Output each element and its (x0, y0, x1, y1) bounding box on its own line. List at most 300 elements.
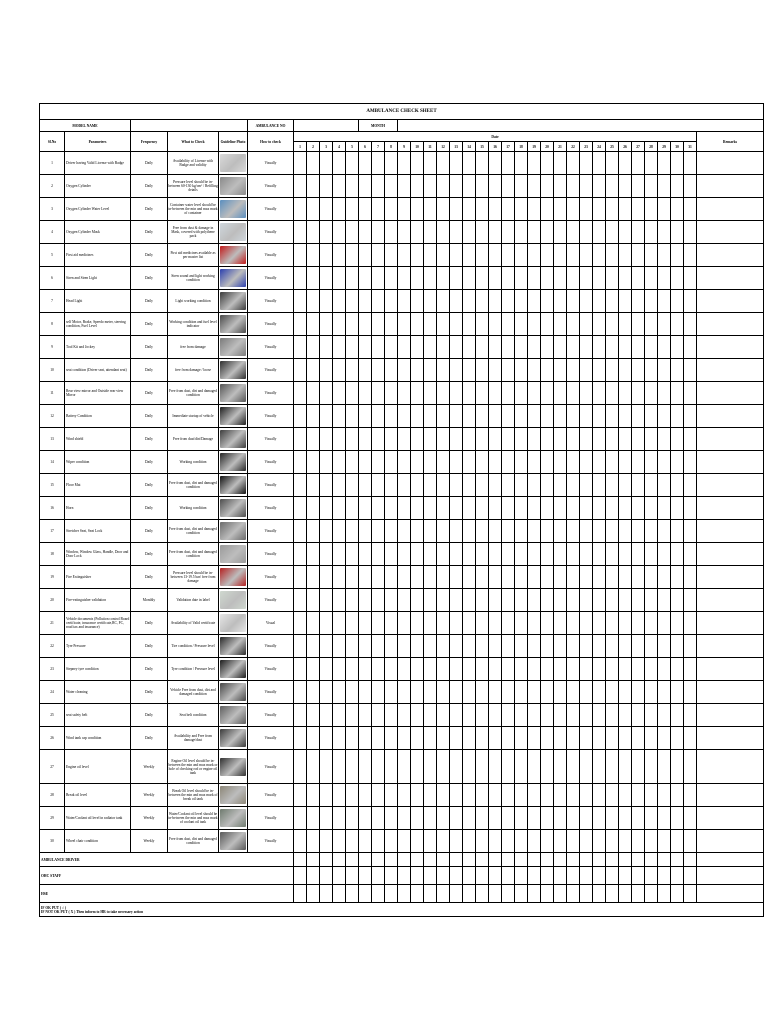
day-check-cell[interactable] (554, 497, 567, 520)
day-check-cell[interactable] (385, 175, 398, 198)
day-check-cell[interactable] (502, 784, 515, 807)
day-check-cell[interactable] (307, 244, 320, 267)
day-check-cell[interactable] (333, 152, 346, 175)
day-check-cell[interactable] (606, 658, 619, 681)
signature-cell[interactable] (333, 885, 346, 903)
day-check-cell[interactable] (424, 405, 437, 428)
day-check-cell[interactable] (294, 635, 307, 658)
day-check-cell[interactable] (619, 451, 632, 474)
day-check-cell[interactable] (372, 612, 385, 635)
signature-cell[interactable] (619, 867, 632, 885)
day-check-cell[interactable] (307, 830, 320, 853)
signature-cell[interactable] (463, 867, 476, 885)
day-check-cell[interactable] (398, 451, 411, 474)
day-check-cell[interactable] (541, 175, 554, 198)
signature-cell[interactable] (320, 885, 333, 903)
day-check-cell[interactable] (385, 497, 398, 520)
day-check-cell[interactable] (320, 198, 333, 221)
day-check-cell[interactable] (450, 612, 463, 635)
day-check-cell[interactable] (528, 359, 541, 382)
day-check-cell[interactable] (658, 474, 671, 497)
day-check-cell[interactable] (294, 750, 307, 784)
signature-remarks-cell[interactable] (697, 867, 764, 885)
day-check-cell[interactable] (567, 635, 580, 658)
day-check-cell[interactable] (567, 727, 580, 750)
day-check-cell[interactable] (619, 290, 632, 313)
day-check-cell[interactable] (489, 612, 502, 635)
day-check-cell[interactable] (398, 784, 411, 807)
day-check-cell[interactable] (463, 405, 476, 428)
day-check-cell[interactable] (606, 451, 619, 474)
day-check-cell[interactable] (593, 589, 606, 612)
day-check-cell[interactable] (541, 405, 554, 428)
day-check-cell[interactable] (632, 428, 645, 451)
day-check-cell[interactable] (346, 451, 359, 474)
day-check-cell[interactable] (346, 784, 359, 807)
day-check-cell[interactable] (632, 727, 645, 750)
day-check-cell[interactable] (372, 830, 385, 853)
day-check-cell[interactable] (398, 830, 411, 853)
day-check-cell[interactable] (515, 681, 528, 704)
day-check-cell[interactable] (411, 405, 424, 428)
day-check-cell[interactable] (515, 267, 528, 290)
day-check-cell[interactable] (476, 428, 489, 451)
signature-cell[interactable] (359, 885, 372, 903)
day-check-cell[interactable] (632, 750, 645, 784)
day-check-cell[interactable] (320, 405, 333, 428)
day-check-cell[interactable] (359, 807, 372, 830)
day-check-cell[interactable] (645, 497, 658, 520)
day-check-cell[interactable] (554, 520, 567, 543)
day-check-cell[interactable] (528, 727, 541, 750)
day-check-cell[interactable] (372, 405, 385, 428)
day-check-cell[interactable] (619, 807, 632, 830)
row-remarks-cell[interactable] (697, 830, 764, 853)
day-check-cell[interactable] (515, 152, 528, 175)
day-check-cell[interactable] (463, 784, 476, 807)
day-check-cell[interactable] (645, 807, 658, 830)
day-check-cell[interactable] (424, 658, 437, 681)
day-check-cell[interactable] (684, 290, 697, 313)
day-check-cell[interactable] (619, 589, 632, 612)
day-check-cell[interactable] (528, 428, 541, 451)
day-check-cell[interactable] (320, 382, 333, 405)
day-check-cell[interactable] (411, 267, 424, 290)
row-remarks-cell[interactable] (697, 313, 764, 336)
day-check-cell[interactable] (567, 152, 580, 175)
day-check-cell[interactable] (645, 267, 658, 290)
day-check-cell[interactable] (359, 543, 372, 566)
day-check-cell[interactable] (554, 313, 567, 336)
day-check-cell[interactable] (567, 428, 580, 451)
day-check-cell[interactable] (580, 382, 593, 405)
day-check-cell[interactable] (294, 612, 307, 635)
day-check-cell[interactable] (450, 497, 463, 520)
day-check-cell[interactable] (489, 290, 502, 313)
day-check-cell[interactable] (554, 566, 567, 589)
day-check-cell[interactable] (515, 313, 528, 336)
day-check-cell[interactable] (554, 244, 567, 267)
day-check-cell[interactable] (320, 290, 333, 313)
day-check-cell[interactable] (567, 830, 580, 853)
day-check-cell[interactable] (437, 566, 450, 589)
day-check-cell[interactable] (684, 359, 697, 382)
day-check-cell[interactable] (515, 612, 528, 635)
day-check-cell[interactable] (645, 612, 658, 635)
day-check-cell[interactable] (307, 474, 320, 497)
day-check-cell[interactable] (515, 451, 528, 474)
signature-cell[interactable] (489, 867, 502, 885)
day-check-cell[interactable] (476, 784, 489, 807)
day-check-cell[interactable] (372, 221, 385, 244)
day-check-cell[interactable] (463, 612, 476, 635)
day-check-cell[interactable] (437, 336, 450, 359)
day-check-cell[interactable] (671, 359, 684, 382)
day-check-cell[interactable] (437, 635, 450, 658)
day-check-cell[interactable] (385, 267, 398, 290)
month-field[interactable] (398, 120, 764, 132)
day-check-cell[interactable] (554, 221, 567, 244)
signature-cell[interactable] (684, 867, 697, 885)
day-check-cell[interactable] (411, 727, 424, 750)
signature-remarks-cell[interactable] (697, 885, 764, 903)
day-check-cell[interactable] (554, 704, 567, 727)
signature-cell[interactable] (528, 853, 541, 867)
signature-cell[interactable] (684, 885, 697, 903)
day-check-cell[interactable] (476, 175, 489, 198)
day-check-cell[interactable] (541, 198, 554, 221)
day-check-cell[interactable] (463, 428, 476, 451)
day-check-cell[interactable] (359, 658, 372, 681)
day-check-cell[interactable] (554, 405, 567, 428)
day-check-cell[interactable] (606, 784, 619, 807)
day-check-cell[interactable] (632, 198, 645, 221)
day-check-cell[interactable] (476, 244, 489, 267)
signature-cell[interactable] (554, 885, 567, 903)
day-check-cell[interactable] (476, 152, 489, 175)
row-remarks-cell[interactable] (697, 520, 764, 543)
signature-cell[interactable] (489, 885, 502, 903)
day-check-cell[interactable] (489, 198, 502, 221)
day-check-cell[interactable] (437, 428, 450, 451)
day-check-cell[interactable] (593, 474, 606, 497)
day-check-cell[interactable] (489, 704, 502, 727)
day-check-cell[interactable] (671, 428, 684, 451)
day-check-cell[interactable] (528, 474, 541, 497)
day-check-cell[interactable] (476, 405, 489, 428)
day-check-cell[interactable] (541, 290, 554, 313)
day-check-cell[interactable] (515, 244, 528, 267)
day-check-cell[interactable] (294, 681, 307, 704)
day-check-cell[interactable] (437, 474, 450, 497)
day-check-cell[interactable] (580, 750, 593, 784)
row-remarks-cell[interactable] (697, 175, 764, 198)
signature-cell[interactable] (307, 853, 320, 867)
day-check-cell[interactable] (424, 704, 437, 727)
day-check-cell[interactable] (554, 658, 567, 681)
day-check-cell[interactable] (372, 784, 385, 807)
day-check-cell[interactable] (320, 830, 333, 853)
day-check-cell[interactable] (398, 267, 411, 290)
day-check-cell[interactable] (541, 244, 554, 267)
day-check-cell[interactable] (580, 543, 593, 566)
day-check-cell[interactable] (619, 520, 632, 543)
day-check-cell[interactable] (658, 290, 671, 313)
day-check-cell[interactable] (658, 635, 671, 658)
day-check-cell[interactable] (463, 520, 476, 543)
row-remarks-cell[interactable] (697, 727, 764, 750)
day-check-cell[interactable] (658, 830, 671, 853)
day-check-cell[interactable] (567, 359, 580, 382)
day-check-cell[interactable] (476, 336, 489, 359)
day-check-cell[interactable] (554, 807, 567, 830)
day-check-cell[interactable] (671, 704, 684, 727)
day-check-cell[interactable] (437, 681, 450, 704)
model-name-field[interactable] (131, 120, 248, 132)
signature-cell[interactable] (476, 853, 489, 867)
day-check-cell[interactable] (463, 221, 476, 244)
signature-cell[interactable] (372, 853, 385, 867)
signature-cell[interactable] (320, 867, 333, 885)
day-check-cell[interactable] (593, 704, 606, 727)
day-check-cell[interactable] (437, 704, 450, 727)
signature-cell[interactable] (554, 867, 567, 885)
day-check-cell[interactable] (528, 221, 541, 244)
signature-cell[interactable] (437, 867, 450, 885)
day-check-cell[interactable] (411, 152, 424, 175)
day-check-cell[interactable] (450, 336, 463, 359)
day-check-cell[interactable] (645, 543, 658, 566)
row-remarks-cell[interactable] (697, 784, 764, 807)
day-check-cell[interactable] (476, 382, 489, 405)
day-check-cell[interactable] (476, 198, 489, 221)
day-check-cell[interactable] (554, 784, 567, 807)
signature-cell[interactable] (463, 853, 476, 867)
day-check-cell[interactable] (307, 267, 320, 290)
day-check-cell[interactable] (580, 681, 593, 704)
day-check-cell[interactable] (333, 221, 346, 244)
day-check-cell[interactable] (502, 244, 515, 267)
signature-cell[interactable] (554, 853, 567, 867)
day-check-cell[interactable] (658, 244, 671, 267)
signature-cell[interactable] (593, 867, 606, 885)
day-check-cell[interactable] (645, 175, 658, 198)
day-check-cell[interactable] (515, 543, 528, 566)
day-check-cell[interactable] (580, 198, 593, 221)
day-check-cell[interactable] (346, 543, 359, 566)
day-check-cell[interactable] (645, 221, 658, 244)
day-check-cell[interactable] (502, 750, 515, 784)
day-check-cell[interactable] (463, 658, 476, 681)
day-check-cell[interactable] (359, 474, 372, 497)
day-check-cell[interactable] (437, 784, 450, 807)
day-check-cell[interactable] (658, 313, 671, 336)
day-check-cell[interactable] (333, 359, 346, 382)
day-check-cell[interactable] (632, 175, 645, 198)
day-check-cell[interactable] (437, 589, 450, 612)
day-check-cell[interactable] (346, 221, 359, 244)
day-check-cell[interactable] (593, 313, 606, 336)
row-remarks-cell[interactable] (697, 336, 764, 359)
day-check-cell[interactable] (463, 589, 476, 612)
day-check-cell[interactable] (606, 359, 619, 382)
day-check-cell[interactable] (372, 658, 385, 681)
day-check-cell[interactable] (333, 566, 346, 589)
day-check-cell[interactable] (385, 221, 398, 244)
day-check-cell[interactable] (619, 566, 632, 589)
day-check-cell[interactable] (398, 750, 411, 784)
day-check-cell[interactable] (541, 428, 554, 451)
row-remarks-cell[interactable] (697, 244, 764, 267)
day-check-cell[interactable] (658, 198, 671, 221)
day-check-cell[interactable] (684, 313, 697, 336)
day-check-cell[interactable] (411, 750, 424, 784)
day-check-cell[interactable] (541, 566, 554, 589)
day-check-cell[interactable] (489, 313, 502, 336)
day-check-cell[interactable] (671, 198, 684, 221)
day-check-cell[interactable] (528, 612, 541, 635)
day-check-cell[interactable] (476, 451, 489, 474)
day-check-cell[interactable] (424, 807, 437, 830)
day-check-cell[interactable] (476, 359, 489, 382)
day-check-cell[interactable] (411, 497, 424, 520)
day-check-cell[interactable] (567, 175, 580, 198)
day-check-cell[interactable] (528, 336, 541, 359)
day-check-cell[interactable] (554, 267, 567, 290)
day-check-cell[interactable] (541, 612, 554, 635)
day-check-cell[interactable] (437, 244, 450, 267)
day-check-cell[interactable] (398, 589, 411, 612)
day-check-cell[interactable] (580, 175, 593, 198)
day-check-cell[interactable] (476, 221, 489, 244)
day-check-cell[interactable] (385, 382, 398, 405)
signature-remarks-cell[interactable] (697, 853, 764, 867)
day-check-cell[interactable] (580, 830, 593, 853)
day-check-cell[interactable] (684, 428, 697, 451)
signature-cell[interactable] (437, 853, 450, 867)
day-check-cell[interactable] (307, 198, 320, 221)
day-check-cell[interactable] (437, 290, 450, 313)
day-check-cell[interactable] (307, 152, 320, 175)
day-check-cell[interactable] (333, 784, 346, 807)
day-check-cell[interactable] (541, 635, 554, 658)
day-check-cell[interactable] (346, 198, 359, 221)
day-check-cell[interactable] (567, 405, 580, 428)
day-check-cell[interactable] (359, 428, 372, 451)
day-check-cell[interactable] (606, 428, 619, 451)
day-check-cell[interactable] (333, 681, 346, 704)
day-check-cell[interactable] (437, 382, 450, 405)
day-check-cell[interactable] (398, 336, 411, 359)
day-check-cell[interactable] (463, 359, 476, 382)
day-check-cell[interactable] (632, 681, 645, 704)
day-check-cell[interactable] (645, 704, 658, 727)
day-check-cell[interactable] (437, 405, 450, 428)
day-check-cell[interactable] (424, 290, 437, 313)
signature-cell[interactable] (645, 885, 658, 903)
day-check-cell[interactable] (424, 152, 437, 175)
day-check-cell[interactable] (671, 543, 684, 566)
day-check-cell[interactable] (619, 750, 632, 784)
day-check-cell[interactable] (463, 727, 476, 750)
day-check-cell[interactable] (645, 405, 658, 428)
day-check-cell[interactable] (515, 336, 528, 359)
day-check-cell[interactable] (502, 566, 515, 589)
day-check-cell[interactable] (463, 497, 476, 520)
signature-cell[interactable] (437, 885, 450, 903)
day-check-cell[interactable] (437, 451, 450, 474)
day-check-cell[interactable] (359, 244, 372, 267)
day-check-cell[interactable] (398, 405, 411, 428)
signature-cell[interactable] (502, 867, 515, 885)
signature-cell[interactable] (658, 853, 671, 867)
day-check-cell[interactable] (463, 635, 476, 658)
day-check-cell[interactable] (450, 313, 463, 336)
signature-cell[interactable] (411, 885, 424, 903)
day-check-cell[interactable] (424, 497, 437, 520)
day-check-cell[interactable] (541, 727, 554, 750)
signature-cell[interactable] (645, 867, 658, 885)
day-check-cell[interactable] (346, 336, 359, 359)
day-check-cell[interactable] (411, 807, 424, 830)
day-check-cell[interactable] (684, 382, 697, 405)
day-check-cell[interactable] (437, 221, 450, 244)
day-check-cell[interactable] (554, 290, 567, 313)
day-check-cell[interactable] (554, 359, 567, 382)
day-check-cell[interactable] (307, 727, 320, 750)
signature-cell[interactable] (398, 885, 411, 903)
day-check-cell[interactable] (658, 727, 671, 750)
day-check-cell[interactable] (307, 658, 320, 681)
day-check-cell[interactable] (307, 750, 320, 784)
day-check-cell[interactable] (489, 566, 502, 589)
signature-cell[interactable] (450, 885, 463, 903)
day-check-cell[interactable] (437, 520, 450, 543)
day-check-cell[interactable] (346, 359, 359, 382)
day-check-cell[interactable] (359, 336, 372, 359)
day-check-cell[interactable] (593, 244, 606, 267)
day-check-cell[interactable] (450, 382, 463, 405)
day-check-cell[interactable] (632, 497, 645, 520)
day-check-cell[interactable] (658, 428, 671, 451)
day-check-cell[interactable] (489, 543, 502, 566)
signature-cell[interactable] (411, 853, 424, 867)
day-check-cell[interactable] (567, 290, 580, 313)
day-check-cell[interactable] (671, 474, 684, 497)
day-check-cell[interactable] (333, 830, 346, 853)
day-check-cell[interactable] (502, 382, 515, 405)
day-check-cell[interactable] (580, 290, 593, 313)
day-check-cell[interactable] (619, 543, 632, 566)
day-check-cell[interactable] (645, 198, 658, 221)
day-check-cell[interactable] (632, 244, 645, 267)
day-check-cell[interactable] (463, 681, 476, 704)
day-check-cell[interactable] (294, 727, 307, 750)
day-check-cell[interactable] (333, 267, 346, 290)
day-check-cell[interactable] (541, 830, 554, 853)
day-check-cell[interactable] (684, 175, 697, 198)
signature-cell[interactable] (450, 853, 463, 867)
day-check-cell[interactable] (541, 704, 554, 727)
day-check-cell[interactable] (359, 566, 372, 589)
day-check-cell[interactable] (580, 244, 593, 267)
day-check-cell[interactable] (489, 635, 502, 658)
day-check-cell[interactable] (671, 784, 684, 807)
day-check-cell[interactable] (567, 497, 580, 520)
day-check-cell[interactable] (645, 520, 658, 543)
day-check-cell[interactable] (307, 221, 320, 244)
day-check-cell[interactable] (294, 244, 307, 267)
